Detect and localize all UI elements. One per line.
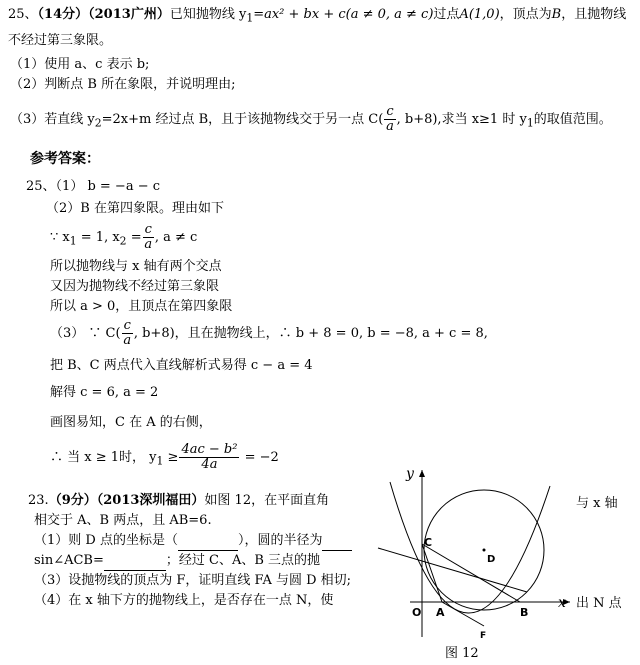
answer-line8: 把 B、C 两点代入直线解析式易得 c − a = 4: [50, 358, 313, 373]
q25-number: 25、: [8, 7, 38, 22]
q23-line4: sin∠ACB= ；经过 C、A、B 三点的抛: [34, 552, 320, 571]
tangent-line: [378, 548, 527, 592]
figure-12-diagram: [372, 462, 582, 642]
answer-line6: 所以 a > 0，且顶点在第四象限: [50, 299, 233, 314]
answer-line1: 25、（1） b = −a − c: [26, 179, 161, 194]
q23-tag: （9分）（2013深圳福田）: [48, 493, 205, 508]
label-c: C: [424, 536, 433, 549]
label-a: A: [436, 606, 445, 619]
answer-line2: （2）B 在第四象限。理由如下: [46, 201, 224, 216]
y-axis-arrow: [419, 470, 425, 477]
q23-line6: （4）在 x 轴下方的抛物线上，是否存在一点 N，使: [34, 593, 334, 608]
q25-line2: 不经过第三象限。: [8, 33, 113, 48]
label-b: B: [520, 606, 529, 619]
line-cb: [422, 544, 520, 602]
q23-line1: 23.（9分）（2013深圳福田）如图 12，在平面直角: [28, 493, 330, 508]
q23-line3: （1）则 D 点的坐标是（ ），圆的半径为: [34, 532, 352, 551]
answer-line7: （3） ∵ C( $\frac{c}{a}$ , b+8)，且在抛物线上，∴ b + 8 = 0, b = −8, a + c = 8,: [50, 318, 488, 348]
label-f: F: [480, 631, 487, 641]
point-d: [483, 549, 486, 552]
q23-line2: 相交于 A、B 两点，且 AB=6.: [34, 513, 212, 528]
q25-line1: 25、（14分）（2013广州）已知抛物线 $y_1=ax^2$ + bx + c(a ≠ 0, a ≠ c)过点A(1,0)，顶点为B，且抛物线: [8, 7, 627, 25]
q23-line6-right: 出 N 点: [576, 596, 622, 611]
label-x: x: [558, 595, 566, 611]
figure-caption: 图 12: [445, 646, 479, 661]
q25-part3: （3）若直线 $y_2=2x+m$ 经过点 B，且于该抛物线交于另一点 C( $\frac{c}{a}$ , b+8),求当 x≥1 时 $y_1$的取值范围。: [10, 104, 612, 134]
line-af: [442, 602, 484, 626]
label-o: O: [412, 606, 422, 619]
answer-line9: 解得 c = 6, a = 2: [50, 385, 159, 400]
answer-title: 参考答案：: [30, 151, 100, 167]
answer-line4: 所以抛物线与 x 轴有两个交点: [50, 259, 222, 274]
q23-line1-right: 与 x 轴: [576, 496, 618, 511]
answer-line10: 画图易知，C 在 A 的右侧，: [50, 415, 212, 430]
label-d: D: [487, 554, 496, 565]
q25-fraction: $\frac{c}{a}$: [386, 104, 394, 134]
q25-part1: （1）使用 a、c 表示 b;: [10, 57, 150, 72]
q23-line5: （3）设抛物线的顶点为 F，证明直线 FA 与圆 D 相切;: [34, 573, 352, 588]
answer-line3: ∵ $x_1 = 1$, $x_2$ = $\frac{c}{a}$ , a ≠ c: [50, 222, 198, 252]
label-y: y: [406, 466, 414, 482]
q25-part2: （2）判断点 B 所在象限，并说明理由;: [10, 77, 236, 92]
q25-tag: （14分）（2013广州）: [37, 7, 170, 22]
answer-line5: 又因为抛物线不经过第三象限: [50, 279, 220, 294]
answer-line11: ∴ 当 x ≥ 1时， $y_1$ ≥ $\frac{\text{4ac − b²}}{4a}$ = −2: [50, 442, 279, 472]
q25-equation: =ax² + bx + c(a ≠ 0, a ≠ c): [253, 7, 434, 22]
